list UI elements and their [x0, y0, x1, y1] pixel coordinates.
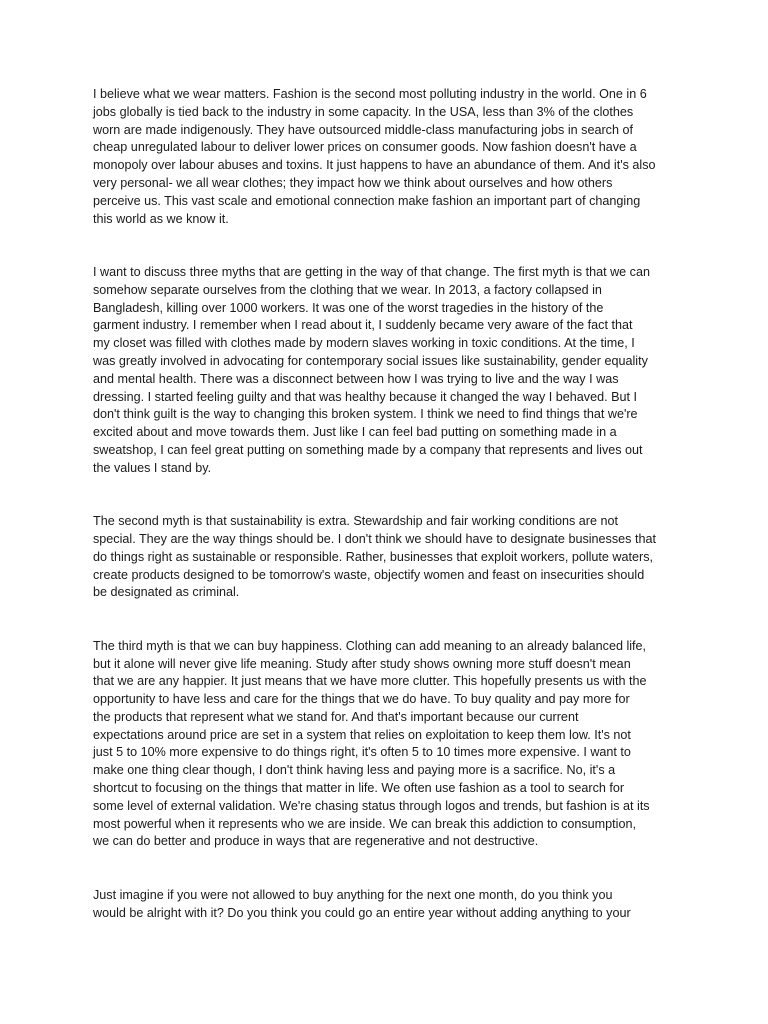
paragraph-third-myth: The third myth is that we can buy happiness. Clothing can add meaning to an already balanced life, but it alone will never give life meaning. Study after study shows owning more stuff doesn't mean that we are any happier. It just means that we have more clutter. This hopefully presents us with the opportunity to have less and care for the things that we do have. To buy quality and pay more for the products that represent what we stand for. And that's important because our current expectations around price are set in a system that relies on exploitation to keep them low. It's not just 5 to 10% more expensive to do things right, it's often 5 to 10 times more expensive. I want to make one thing clear though, I don't think having less and paying more is a sacrifice. No, it's a shortcut to focusing on the things that matter in life. We often use fashion as a tool to search for some level of external validation. We're chasing status through logos and trends, but fashion is at its most powerful when it represents who we are inside. We can break this addiction to consumption, we can do better and produce in ways that are regenerative and not destructive.	[93, 638, 650, 849]
paragraph-intro: I believe what we wear matters. Fashion is the second most polluting industry in the world. One in 6 jobs globally is tied back to the industry in some capacity. In the USA, less than 3% of the clothes worn are made indigenously. They have outsourced middle-class manufacturing jobs in search of cheap unregulated labour to deliver lower prices on consumer goods. Now fashion doesn't have a monopoly over labour abuses and toxins. It just happens to have an abundance of them. And it's also very personal- we all wear clothes; they impact how we think about ourselves and how others perceive us. This vast scale and emotional connection make fashion an important part of changing this world as we know it.	[93, 87, 656, 226]
paragraph-second-myth: The second myth is that sustainability is extra. Stewardship and fair working conditions are not special. They are the way things should be. I don't think we should have to designate businesses that do things right as sustainable or responsible. Rather, businesses that exploit workers, pollute waters, create products designed to be tomorrow's waste, objectify women and feast on insecurities should be designated as criminal.	[93, 514, 656, 600]
paragraph-spacer	[93, 228, 683, 264]
paragraph-spacer	[93, 478, 683, 514]
paragraph-spacer	[93, 602, 683, 638]
document-page	[93, 86, 683, 922]
paragraph-spacer	[93, 851, 683, 887]
paragraph-first-myth: I want to discuss three myths that are getting in the way of that change. The first myth is that we can somehow separate ourselves from the clothing that we wear. In 2013, a factory collapsed in Bangladesh, killing over 1000 workers. It was one of the worst tragedies in the history of the garment industry. I remember when I read about it, I suddenly became very aware of the fact that my closet was filled with clothes made by modern slaves working in toxic conditions. At the time, I was greatly involved in advocating for contemporary social issues like sustainability, gender equality and mental health. There was a disconnect between how I was trying to live and the way I was dressing. I started feeling guilty and that was healthy because it changed the way I behaved. But I don't think guilt is the way to changing this broken system. I think we need to find things that we're excited about and move towards them. Just like I can feel bad putting on something made in a sweatshop, I can feel great putting on something made by a company that represents and lives out the values I stand by.	[93, 264, 650, 475]
paragraph-closing: Just imagine if you were not allowed to buy anything for the next one month, do you think you would be alright with it? Do you think you could go an entire year without adding anything to your	[93, 887, 631, 920]
